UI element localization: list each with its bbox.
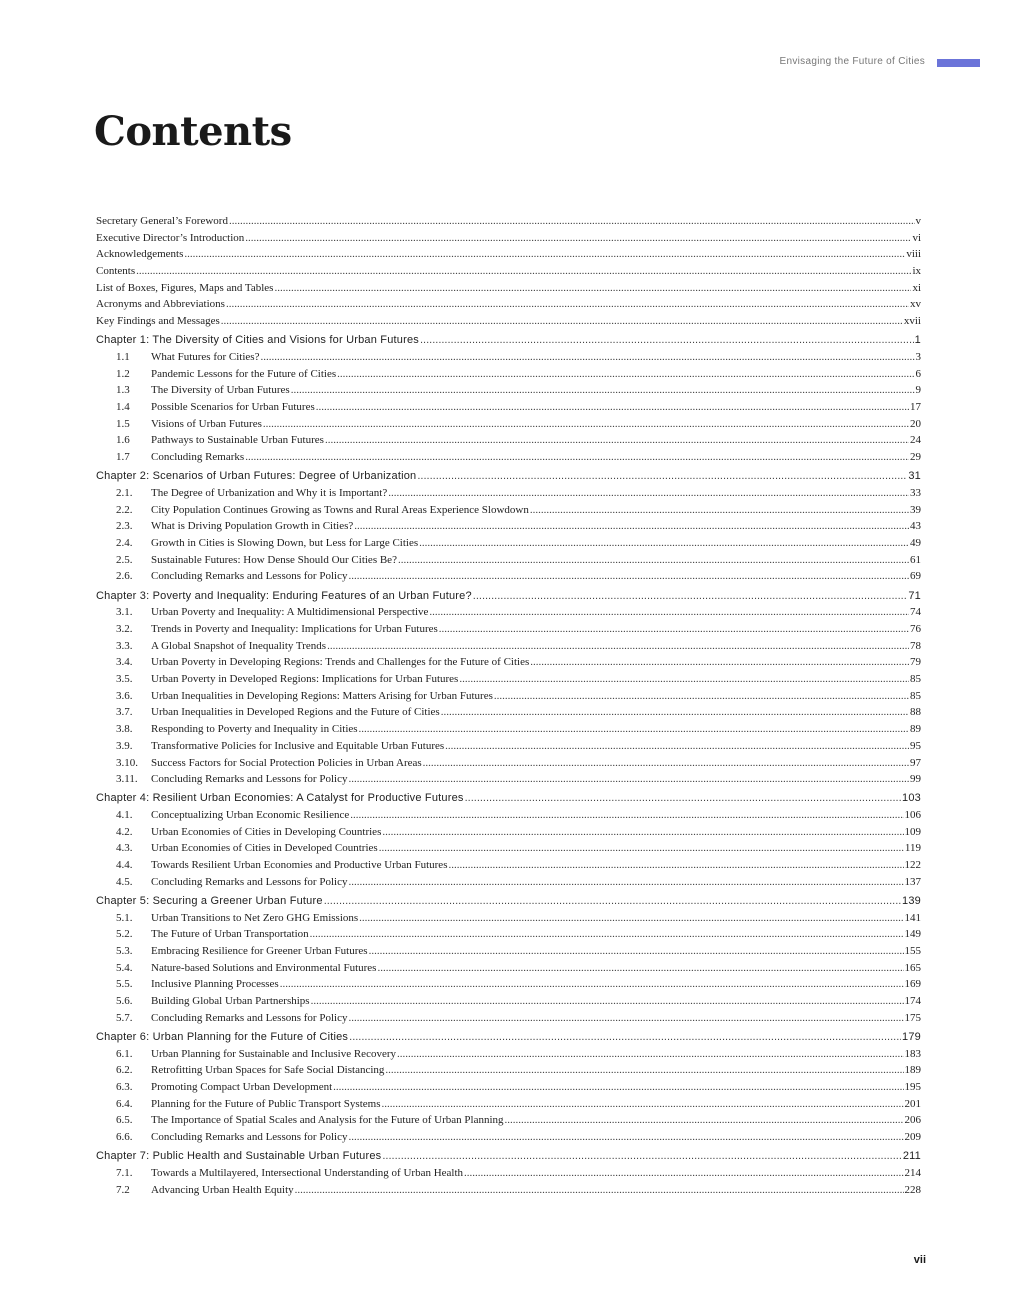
toc-section-entry[interactable] bbox=[96, 382, 921, 399]
entry-title: Nature-based Solutions and Environmental Futures bbox=[151, 961, 377, 974]
toc-front-matter-entry[interactable] bbox=[96, 230, 921, 247]
section-number: 3.7. bbox=[116, 706, 133, 719]
entry-page-number: 106 bbox=[904, 809, 921, 822]
entry-title: Concluding Remarks and Lessons for Policy bbox=[151, 570, 348, 583]
entry-title: Success Factors for Social Protection Policies in Urban Areas bbox=[151, 756, 422, 769]
entry-title: Promoting Compact Urban Development bbox=[151, 1081, 333, 1094]
section-number: 2.4. bbox=[116, 537, 133, 550]
entry-page-number: 74 bbox=[910, 606, 921, 619]
dot-leader bbox=[260, 349, 914, 366]
entry-page-number: 206 bbox=[904, 1114, 921, 1127]
section-number: 6.2. bbox=[116, 1064, 133, 1077]
entry-title: Visions of Urban Futures bbox=[151, 417, 262, 430]
section-number: 1.7 bbox=[116, 451, 130, 464]
toc-front-matter-entry[interactable] bbox=[96, 313, 921, 330]
entry-page-number: 9 bbox=[915, 384, 921, 397]
page-title: Contents bbox=[94, 108, 292, 155]
section-number: 6.1. bbox=[116, 1047, 133, 1060]
toc-section-entry[interactable] bbox=[96, 721, 921, 738]
dot-leader bbox=[494, 688, 909, 705]
dot-leader bbox=[348, 1129, 903, 1146]
toc-section-entry[interactable] bbox=[96, 976, 921, 993]
entry-title: Urban Poverty in Developed Regions: Implications for Urban Futures bbox=[151, 673, 459, 686]
dot-leader bbox=[348, 1010, 903, 1027]
toc-section-entry[interactable] bbox=[96, 993, 921, 1010]
dot-leader bbox=[337, 366, 914, 383]
dot-leader bbox=[441, 704, 909, 721]
section-number: 5.3. bbox=[116, 945, 133, 958]
entry-title: Urban Planning for Sustainable and Inclusive Recovery bbox=[151, 1047, 396, 1060]
section-number: 2.2. bbox=[116, 503, 133, 516]
section-number: 1.5 bbox=[116, 417, 130, 430]
entry-title: The Future of Urban Transportation bbox=[151, 928, 309, 941]
entry-title: Responding to Poverty and Inequality in Cities bbox=[151, 723, 358, 736]
entry-page-number: 99 bbox=[910, 773, 921, 786]
entry-page-number: xv bbox=[910, 298, 921, 311]
entry-page-number: 95 bbox=[910, 739, 921, 752]
entry-page-number: 71 bbox=[908, 589, 921, 602]
dot-leader bbox=[448, 857, 903, 874]
toc-chapter-entry[interactable] bbox=[96, 790, 921, 807]
toc-chapter-entry[interactable] bbox=[96, 588, 921, 605]
entry-title: Urban Transitions to Net Zero GHG Emissions bbox=[151, 911, 359, 924]
dot-leader bbox=[417, 468, 907, 485]
dot-leader bbox=[530, 502, 909, 519]
toc-section-entry[interactable] bbox=[96, 1010, 921, 1027]
dot-leader bbox=[464, 1165, 903, 1182]
toc-front-matter-entry[interactable] bbox=[96, 213, 921, 230]
entry-title: The Degree of Urbanization and Why it is Important? bbox=[151, 487, 388, 499]
entry-page-number: 97 bbox=[910, 756, 921, 769]
dot-leader bbox=[350, 807, 903, 824]
dot-leader bbox=[388, 485, 909, 502]
entry-page-number: v bbox=[915, 215, 921, 227]
entry-title: Chapter 7: Public Health and Sustainable Urban Futures bbox=[96, 1150, 382, 1163]
entry-page-number: xvii bbox=[903, 315, 921, 328]
section-number: 1.3 bbox=[116, 384, 130, 397]
dot-leader bbox=[310, 926, 904, 943]
section-number: 1.2 bbox=[116, 367, 130, 380]
entry-title: Urban Inequalities in Developing Regions: Matters Arising for Urban Futures bbox=[151, 689, 493, 702]
dot-leader bbox=[348, 771, 909, 788]
toc-section-entry[interactable] bbox=[96, 416, 921, 433]
entry-title: Acronyms and Abbreviations bbox=[96, 298, 225, 311]
entry-title: Key Findings and Messages bbox=[96, 315, 220, 328]
entry-page-number: 214 bbox=[904, 1167, 921, 1179]
dot-leader bbox=[349, 1029, 901, 1046]
toc-section-entry[interactable] bbox=[96, 671, 921, 688]
toc-chapter-entry[interactable] bbox=[96, 1029, 921, 1046]
dot-leader bbox=[280, 976, 904, 993]
dot-leader bbox=[184, 246, 905, 263]
entry-page-number: 29 bbox=[910, 451, 921, 464]
dot-leader bbox=[420, 332, 914, 349]
entry-page-number: 155 bbox=[904, 945, 921, 958]
dot-leader bbox=[423, 755, 909, 772]
entry-title: Pandemic Lessons for the Future of Cities bbox=[151, 367, 337, 380]
dot-leader bbox=[369, 943, 904, 960]
entry-title: Concluding Remarks and Lessons for Policy bbox=[151, 1011, 348, 1024]
toc-section-entry[interactable] bbox=[96, 960, 921, 977]
entry-title: Urban Economies of Cities in Developing Countries bbox=[151, 825, 382, 838]
toc-section-entry[interactable] bbox=[96, 1182, 921, 1199]
entry-page-number: 49 bbox=[910, 537, 921, 550]
toc-section-entry[interactable] bbox=[96, 807, 921, 824]
dot-leader bbox=[439, 621, 909, 638]
toc-section-entry[interactable] bbox=[96, 399, 921, 416]
entry-page-number: 174 bbox=[904, 995, 921, 1008]
entry-title: What Futures for Cities? bbox=[151, 351, 260, 363]
entry-page-number: 3 bbox=[915, 351, 921, 363]
entry-page-number: 88 bbox=[910, 706, 921, 719]
section-number: 2.6. bbox=[116, 570, 133, 583]
toc-section-entry[interactable] bbox=[96, 1112, 921, 1129]
entry-page-number: 43 bbox=[910, 520, 921, 533]
entry-page-number: 201 bbox=[904, 1097, 921, 1110]
entry-title: Inclusive Planning Processes bbox=[151, 978, 279, 991]
section-number: 5.6. bbox=[116, 995, 133, 1008]
section-number: 4.4. bbox=[116, 859, 133, 872]
dot-leader bbox=[333, 1079, 903, 1096]
toc-section-entry[interactable] bbox=[96, 518, 921, 535]
toc-section-entry[interactable] bbox=[96, 943, 921, 960]
toc-front-matter-entry[interactable] bbox=[96, 280, 921, 297]
section-number: 6.5. bbox=[116, 1114, 133, 1127]
toc-chapter-entry[interactable] bbox=[96, 1148, 921, 1165]
entry-title: Acknowledgements bbox=[96, 248, 184, 261]
entry-page-number: 89 bbox=[910, 723, 921, 736]
section-number: 2.1. bbox=[116, 487, 133, 499]
header-accent-bar bbox=[937, 59, 980, 67]
page-number: vii bbox=[913, 1254, 926, 1266]
entry-page-number: 169 bbox=[904, 978, 921, 991]
entry-title: Contents bbox=[96, 265, 136, 278]
dot-leader bbox=[325, 432, 909, 449]
section-number: 3.8. bbox=[116, 723, 133, 736]
dot-leader bbox=[245, 449, 909, 466]
toc-section-entry[interactable] bbox=[96, 910, 921, 927]
dot-leader bbox=[348, 874, 903, 891]
entry-title: Urban Poverty and Inequality: A Multidimensional Perspective bbox=[151, 606, 429, 619]
entry-page-number: 6 bbox=[915, 367, 921, 380]
dot-leader bbox=[359, 910, 903, 927]
section-number: 6.3. bbox=[116, 1081, 133, 1094]
dot-leader bbox=[381, 1096, 903, 1113]
entry-page-number: 209 bbox=[904, 1131, 921, 1144]
entry-page-number: 183 bbox=[904, 1047, 921, 1060]
entry-page-number: 211 bbox=[902, 1150, 921, 1163]
section-number: 5.1. bbox=[116, 911, 133, 924]
entry-title: Building Global Urban Partnerships bbox=[151, 995, 310, 1008]
dot-leader bbox=[316, 399, 909, 416]
dot-leader bbox=[136, 263, 911, 280]
entry-title: The Diversity of Urban Futures bbox=[151, 384, 290, 397]
toc-section-entry[interactable] bbox=[96, 1165, 921, 1182]
toc-section-entry[interactable] bbox=[96, 857, 921, 874]
entry-page-number: 119 bbox=[904, 842, 921, 855]
toc-section-entry[interactable] bbox=[96, 704, 921, 721]
entry-title: Sustainable Futures: How Dense Should Our Cities Be? bbox=[151, 553, 397, 566]
entry-page-number: 78 bbox=[910, 639, 921, 652]
entry-title: Towards a Multilayered, Intersectional Understanding of Urban Health bbox=[151, 1167, 464, 1179]
entry-title: Growth in Cities is Slowing Down, but Less for Large Cities bbox=[151, 537, 419, 550]
entry-title: Concluding Remarks and Lessons for Policy bbox=[151, 875, 348, 888]
toc-chapter-entry[interactable] bbox=[96, 893, 921, 910]
dot-leader bbox=[379, 840, 904, 857]
dot-leader bbox=[398, 552, 909, 569]
section-number: 1.6 bbox=[116, 434, 130, 447]
entry-page-number: 165 bbox=[904, 961, 921, 974]
entry-title: Retrofitting Urban Spaces for Safe Social Distancing bbox=[151, 1064, 385, 1077]
entry-page-number: 31 bbox=[908, 470, 921, 483]
running-header-title: Envisaging the Future of Cities bbox=[779, 56, 925, 67]
section-number: 5.5. bbox=[116, 978, 133, 991]
entry-page-number: 39 bbox=[910, 503, 921, 516]
section-number: 4.1. bbox=[116, 809, 133, 822]
dot-leader bbox=[291, 382, 915, 399]
toc-section-entry[interactable] bbox=[96, 638, 921, 655]
section-number: 5.4. bbox=[116, 961, 133, 974]
dot-leader bbox=[473, 588, 908, 605]
entry-page-number: 195 bbox=[904, 1081, 921, 1094]
toc-section-entry[interactable] bbox=[96, 621, 921, 638]
dot-leader bbox=[429, 604, 909, 621]
section-number: 6.4. bbox=[116, 1097, 133, 1110]
entry-title: Advancing Urban Health Equity bbox=[151, 1183, 294, 1196]
toc-section-entry[interactable] bbox=[96, 755, 921, 772]
entry-page-number: viii bbox=[906, 248, 921, 261]
toc-section-entry[interactable] bbox=[96, 926, 921, 943]
section-number: 2.5. bbox=[116, 553, 133, 566]
toc-section-entry[interactable] bbox=[96, 366, 921, 383]
toc-section-entry[interactable] bbox=[96, 654, 921, 671]
entry-title: Concluding Remarks and Lessons for Policy bbox=[151, 1131, 348, 1144]
entry-title: Pathways to Sustainable Urban Futures bbox=[151, 434, 324, 447]
toc-chapter-entry[interactable] bbox=[96, 332, 921, 349]
section-number: 3.4. bbox=[116, 656, 133, 669]
toc-section-entry[interactable] bbox=[96, 1129, 921, 1146]
toc-section-entry[interactable] bbox=[96, 449, 921, 466]
section-number: 3.6. bbox=[116, 689, 133, 702]
section-number: 4.2. bbox=[116, 825, 133, 838]
section-number: 3.5. bbox=[116, 673, 133, 686]
entry-title: What is Driving Population Growth in Cities? bbox=[151, 520, 354, 533]
toc-section-entry[interactable] bbox=[96, 568, 921, 585]
section-number: 5.7. bbox=[116, 1011, 133, 1024]
dot-leader bbox=[465, 790, 901, 807]
section-number: 4.3. bbox=[116, 842, 133, 855]
section-number: 1.1 bbox=[116, 351, 130, 363]
section-number: 2.3. bbox=[116, 520, 133, 533]
dot-leader bbox=[445, 738, 909, 755]
dot-leader bbox=[229, 213, 915, 230]
toc-chapter-entry[interactable] bbox=[96, 468, 921, 485]
toc-section-entry[interactable] bbox=[96, 502, 921, 519]
dot-leader bbox=[459, 671, 909, 688]
entry-title: A Global Snapshot of Inequality Trends bbox=[151, 639, 327, 652]
entry-page-number: 139 bbox=[902, 895, 921, 907]
section-number: 3.9. bbox=[116, 739, 133, 752]
entry-page-number: 103 bbox=[902, 792, 921, 805]
entry-page-number: 85 bbox=[910, 689, 921, 702]
entry-title: The Importance of Spatial Scales and Analysis for the Future of Urban Planning bbox=[151, 1114, 504, 1127]
section-number: 3.1. bbox=[116, 606, 133, 619]
entry-page-number: 137 bbox=[904, 875, 921, 888]
toc-section-entry[interactable] bbox=[96, 771, 921, 788]
dot-leader bbox=[385, 1062, 903, 1079]
dot-leader bbox=[274, 280, 911, 297]
dot-leader bbox=[377, 960, 903, 977]
entry-title: Chapter 6: Urban Planning for the Future of Cities bbox=[96, 1031, 349, 1043]
entry-title: Secretary General’s Foreword bbox=[96, 215, 228, 227]
dot-leader bbox=[530, 654, 909, 671]
dot-leader bbox=[359, 721, 909, 738]
entry-page-number: 141 bbox=[904, 911, 921, 924]
section-number: 3.2. bbox=[116, 623, 133, 635]
section-number: 7.1. bbox=[116, 1167, 133, 1179]
dot-leader bbox=[382, 824, 903, 841]
dot-leader bbox=[382, 1148, 902, 1165]
toc-section-entry[interactable] bbox=[96, 535, 921, 552]
entry-page-number: 20 bbox=[910, 417, 921, 430]
toc-section-entry[interactable] bbox=[96, 432, 921, 449]
entry-page-number: 1 bbox=[914, 334, 921, 347]
entry-page-number: xi bbox=[912, 281, 921, 294]
entry-title: Chapter 5: Securing a Greener Urban Future bbox=[96, 895, 323, 907]
toc-section-entry[interactable] bbox=[96, 485, 921, 502]
dot-leader bbox=[263, 416, 909, 433]
entry-title: Chapter 2: Scenarios of Urban Futures: Degree of Urbanization bbox=[96, 470, 417, 483]
section-number: 3.10. bbox=[116, 756, 138, 769]
entry-page-number: 175 bbox=[904, 1011, 921, 1024]
entry-title: Planning for the Future of Public Transport Systems bbox=[151, 1097, 381, 1110]
dot-leader bbox=[354, 518, 909, 535]
entry-title: Urban Poverty in Developing Regions: Trends and Challenges for the Future of Cities bbox=[151, 656, 530, 669]
entry-title: Possible Scenarios for Urban Futures bbox=[151, 401, 315, 414]
dot-leader bbox=[397, 1046, 904, 1063]
section-number: 3.3. bbox=[116, 639, 133, 652]
entry-title: Conceptualizing Urban Economic Resilience bbox=[151, 809, 350, 822]
dot-leader bbox=[295, 1182, 904, 1199]
entry-title: Concluding Remarks and Lessons for Policy bbox=[151, 773, 348, 786]
toc-section-entry[interactable] bbox=[96, 688, 921, 705]
entry-page-number: 79 bbox=[910, 656, 921, 669]
dot-leader bbox=[245, 230, 911, 247]
toc-section-entry[interactable] bbox=[96, 840, 921, 857]
entry-title: Concluding Remarks bbox=[151, 451, 245, 464]
entry-title: Trends in Poverty and Inequality: Implications for Urban Futures bbox=[151, 623, 438, 635]
entry-title: Executive Director’s Introduction bbox=[96, 231, 245, 244]
entry-page-number: 69 bbox=[910, 570, 921, 583]
entry-page-number: 17 bbox=[910, 401, 921, 414]
dot-leader bbox=[221, 313, 903, 330]
section-number: 4.5. bbox=[116, 875, 133, 888]
section-number: 1.4 bbox=[116, 401, 130, 414]
toc-section-entry[interactable] bbox=[96, 1096, 921, 1113]
entry-page-number: 122 bbox=[904, 859, 921, 872]
entry-title: Chapter 1: The Diversity of Cities and Visions for Urban Futures bbox=[96, 334, 419, 347]
entry-page-number: 61 bbox=[910, 553, 921, 566]
toc-section-entry[interactable] bbox=[96, 824, 921, 841]
entry-page-number: 33 bbox=[910, 487, 921, 499]
toc-section-entry[interactable] bbox=[96, 1062, 921, 1079]
entry-page-number: 109 bbox=[904, 825, 921, 838]
section-number: 5.2. bbox=[116, 928, 133, 941]
toc-section-entry[interactable] bbox=[96, 738, 921, 755]
entry-page-number: ix bbox=[912, 265, 921, 278]
section-number: 3.11. bbox=[116, 773, 138, 786]
toc-front-matter-entry[interactable] bbox=[96, 246, 921, 263]
entry-title: Urban Inequalities in Developed Regions and the Future of Cities bbox=[151, 706, 440, 719]
table-of-contents bbox=[96, 213, 921, 1198]
entry-page-number: vi bbox=[912, 231, 921, 244]
dot-leader bbox=[505, 1112, 904, 1129]
entry-page-number: 228 bbox=[904, 1183, 921, 1196]
toc-section-entry[interactable] bbox=[96, 604, 921, 621]
dot-leader bbox=[419, 535, 909, 552]
dot-leader bbox=[348, 568, 909, 585]
entry-title: Embracing Resilience for Greener Urban Futures bbox=[151, 945, 368, 958]
dot-leader bbox=[226, 296, 909, 313]
toc-section-entry[interactable] bbox=[96, 1046, 921, 1063]
entry-title: Transformative Policies for Inclusive and Equitable Urban Futures bbox=[151, 739, 445, 752]
section-number: 7.2 bbox=[116, 1183, 130, 1196]
toc-section-entry[interactable] bbox=[96, 552, 921, 569]
dot-leader bbox=[311, 993, 904, 1010]
entry-page-number: 76 bbox=[910, 623, 921, 635]
entry-title: Urban Economies of Cities in Developed Countries bbox=[151, 842, 378, 855]
entry-page-number: 24 bbox=[910, 434, 921, 447]
entry-title: Towards Resilient Urban Economies and Productive Urban Futures bbox=[151, 859, 448, 872]
entry-page-number: 179 bbox=[902, 1031, 921, 1043]
toc-front-matter-entry[interactable] bbox=[96, 263, 921, 280]
toc-section-entry[interactable] bbox=[96, 349, 921, 366]
toc-section-entry[interactable] bbox=[96, 874, 921, 891]
entry-page-number: 189 bbox=[904, 1064, 921, 1077]
entry-title: Chapter 3: Poverty and Inequality: Enduring Features of an Urban Future? bbox=[96, 589, 472, 602]
dot-leader bbox=[327, 638, 909, 655]
entry-page-number: 85 bbox=[910, 673, 921, 686]
toc-front-matter-entry[interactable] bbox=[96, 296, 921, 313]
entry-title: City Population Continues Growing as Towns and Rural Areas Experience Slowdown bbox=[151, 503, 529, 516]
entry-title: List of Boxes, Figures, Maps and Tables bbox=[96, 281, 274, 294]
entry-title: Chapter 4: Resilient Urban Economies: A Catalyst for Productive Futures bbox=[96, 792, 464, 805]
dot-leader bbox=[324, 893, 901, 910]
toc-section-entry[interactable] bbox=[96, 1079, 921, 1096]
section-number: 6.6. bbox=[116, 1131, 133, 1144]
entry-page-number: 149 bbox=[904, 928, 921, 941]
